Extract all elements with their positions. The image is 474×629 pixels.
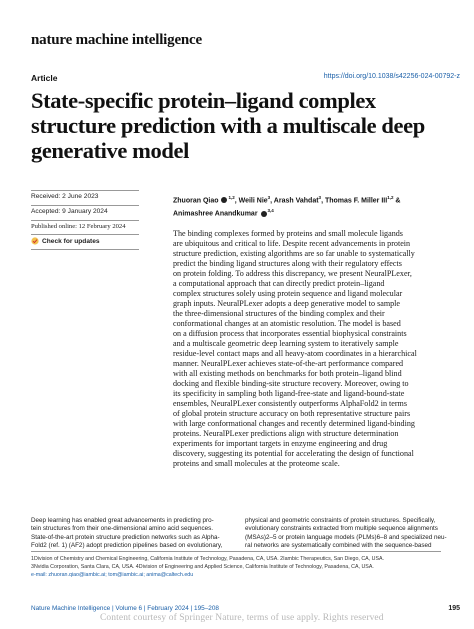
body-line: ral networks are systematically combined with the sequence-based: [245, 541, 432, 549]
affiliation-sup: 3: [318, 195, 322, 200]
affiliation-sup: 3: [267, 195, 271, 200]
affiliation-line: 1Division of Chemistry and Chemical Engineering, California Institute of Technology, Pasadena, CA, USA. 2Iambic Therapeutics, San Diego, CA, USA.: [31, 556, 385, 562]
abstract-line: discovery, suggesting its potential for accelerating the design of functional: [173, 449, 414, 458]
body-column-right: [245, 517, 450, 550]
affiliation-sup: 1,2: [228, 195, 235, 200]
meta-divider: [31, 249, 139, 250]
body-line: tein structures from their one-dimensional amino acid sequences.: [31, 525, 214, 533]
abstract-line: predict the binding ligand structures along with their regulatory effects: [173, 259, 402, 268]
body-line: Fold2 (ref. 1) (AF2) adopt prediction pipelines based on evolutionary,: [31, 541, 223, 549]
title-line: structure prediction with a multiscale deep: [31, 113, 425, 138]
orcid-icon[interactable]: [221, 197, 227, 203]
author-name[interactable]: , Arash Vahdat: [270, 197, 319, 205]
abstract-line: structure prediction, existing algorithms are so far unable to systematically: [173, 249, 415, 258]
abstract-line: on protein folding. To address this discrepancy, we present NeuralPLexer,: [173, 269, 412, 278]
article-title: [31, 88, 451, 163]
abstract-line: are ubiquitous and critical to life. Despite recent advancements in protein: [173, 239, 411, 248]
body-line: evolutionary constraints extracted from multiple sequence alignments: [245, 525, 438, 533]
abstract-line: with all existing methods on benchmarks for both protein–ligand blind: [173, 369, 402, 378]
doi-link[interactable]: https://doi.org/10.1038/s42256-024-00792-z: [323, 73, 460, 80]
meta-divider: [31, 234, 139, 235]
abstract-line: ensembles, NeuralPLexer consistently outperforms AlphaFold2 in terms: [173, 399, 407, 408]
abstract-line: conformational changes at an atomistic resolution. The model is based: [173, 319, 401, 328]
title-line: generative model: [31, 138, 189, 163]
abstract-line: and a multiscale geometric deep learning system to iteratively sample: [173, 339, 399, 348]
page-number: 195: [448, 605, 460, 612]
author-name[interactable]: Animashree Anandkumar: [173, 210, 260, 218]
article-type-label: Article: [31, 73, 58, 83]
abstract-line: a computational approach that can directly predict protein–ligand: [173, 279, 385, 288]
abstract-line: residue-level contact maps and all heavy-atom coordinates in a hierarchical: [173, 349, 417, 358]
author-name[interactable]: , Weili Nie: [234, 197, 268, 205]
body-line: State-of-the-art protein structure prediction networks such as Alpha-: [31, 533, 220, 541]
affiliations: [31, 555, 451, 580]
orcid-icon[interactable]: [261, 211, 267, 217]
abstract-line: its specificity in sampling both ligand-free-state and ligand-bound-state: [173, 389, 405, 398]
check-updates-icon: [31, 237, 39, 245]
affiliation-divider: [31, 551, 441, 552]
accepted-date: Accepted: 9 January 2024: [31, 208, 108, 215]
meta-divider: [31, 190, 139, 191]
author-name[interactable]: , Thomas F. Miller III: [321, 197, 388, 205]
author-separator: &: [393, 197, 401, 205]
affiliation-sup: 3,4: [267, 208, 274, 214]
affiliation-line: 3Nvidia Corporation, Santa Clara, CA, USA. 4Division of Engineering and Applied Science, California Institute of Technology, Pasadena, CA, USA.: [31, 564, 374, 571]
abstract: [173, 229, 453, 469]
abstract-line: with large conformational changes and recently determined ligand-binding: [173, 419, 415, 428]
abstract-line: experiments for important targets in enzyme engineering and drug: [173, 439, 388, 448]
watermark: Content courtesy of Springer Nature, terms of use apply. Rights reserved: [100, 613, 384, 623]
footer-citation[interactable]: Nature Machine Intelligence | Volume 6 | February 2024 | 195–208: [31, 605, 219, 612]
received-date: Received: 2 June 2023: [31, 193, 99, 200]
body-column-left: [31, 517, 236, 550]
abstract-line: docking and flexible binding-site structure recovery. Moreover, owing to: [173, 379, 409, 388]
abstract-line: on a diffusion process that incorporates essential biophysical constraints: [173, 329, 407, 338]
journal-name[interactable]: nature machine intelligence: [31, 32, 202, 48]
body-line: Deep learning has enabled great advancements in predicting pro-: [31, 517, 214, 524]
meta-divider: [31, 205, 139, 206]
meta-divider: [31, 220, 139, 221]
author-line: [173, 193, 463, 206]
abstract-line: graph inputs. NeuralPLexer adopts a deep generative model to sample: [173, 299, 401, 308]
body-line: (MSAs)2–5 or protein language models (PLMs)6–8 and specialized neu-: [245, 533, 447, 541]
check-updates-label: Check for updates: [42, 237, 100, 245]
abstract-line: The binding complexes formed by proteins and small molecule ligands: [173, 229, 403, 238]
check-for-updates-button[interactable]: [31, 237, 100, 245]
abstract-line: manner. NeuralPLexer achieves state-of-the-art performance compared: [173, 359, 404, 368]
abstract-line: of global protein structure accuracy on both representative structure pairs: [173, 409, 411, 418]
email-links[interactable]: e-mail: zhuoran.qiao@iambic.ai; tom@iambic.ai; anima@caltech.edu: [31, 572, 194, 579]
author-name[interactable]: Zhuoran Qiao: [173, 197, 221, 205]
abstract-line: proteins. NeuralPLexer predictions align with structure determination: [173, 429, 399, 438]
abstract-line: complex structures solely using protein sequence and ligand molecular: [173, 289, 403, 298]
published-date: Published online: 12 February 2024: [31, 223, 126, 230]
abstract-line: proteins and small molecules at the proteome scale.: [173, 459, 340, 468]
author-line: [173, 206, 463, 219]
title-line: State-specific protein–ligand complex: [31, 88, 376, 113]
affiliation-sup: 1,2: [387, 195, 394, 200]
abstract-line: the three-dimensional structures of the binding complex and their: [173, 309, 385, 318]
author-list: [173, 193, 463, 220]
body-line: physical and geometric constraints of protein structures. Specifically,: [245, 517, 436, 524]
